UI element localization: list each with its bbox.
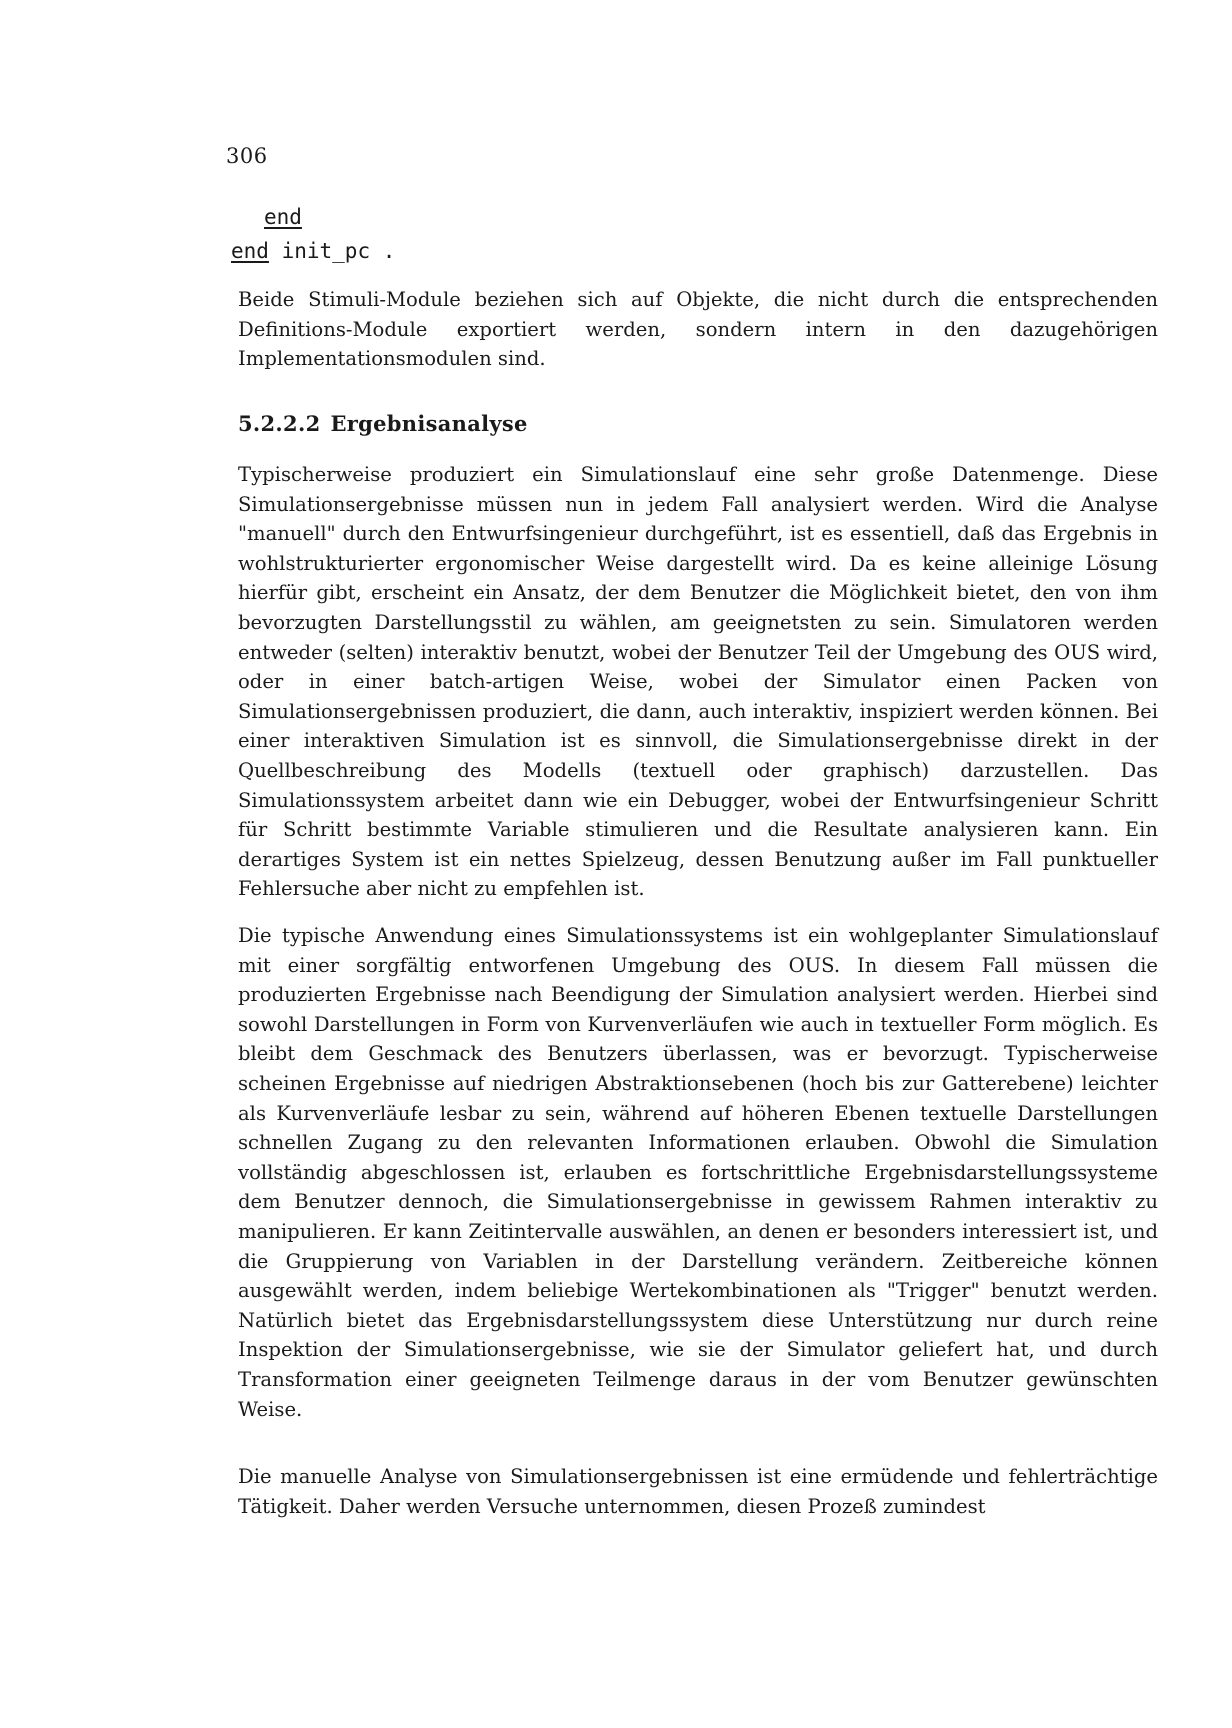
section-number: 5.2.2.2 bbox=[238, 411, 321, 436]
section-title: Ergebnisanalyse bbox=[330, 411, 528, 436]
paragraph-manual-analysis: Die manuelle Analyse von Simulationsergebnissen ist eine ermüdende und fehlerträchtige Tätigkeit. Daher werden Versuche unternommen, diesen Prozeß zumindest bbox=[238, 1465, 1158, 1518]
paragraph-typical-application: Die typische Anwendung eines Simulationssystems ist ein wohlgeplanter Simulationslauf mit einer sorgfältig entworfenen Umgebung des OUS. In diesem Fall müssen die produzierten Ergebnisse nach Beendigung der Simulation analysiert werden. Hierbei sind sowohl Darstellungen in Form von Kurvenverläufen wie auch in textueller Form möglich. Es bleibt dem Geschmack des Benutzers überlassen, was er bevorzugt. Typischerweise scheinen Ergebnisse auf niedrigen Abstraktionsebenen (hoch bis zur Gatterebene) leichter als Kurvenverläufe lesbar zu sein, während auf höheren Ebenen textuelle Darstellungen schnellen Zugang zu den relevanten Informationen erlauben. Obwohl die Simulation vollständig abgeschlossen ist, erlauben es fortschrittliche Ergebnisdarstellungssysteme dem Benutzer dennoch, die Simulationsergebnisse in gewissem Rahmen interaktiv zu manipulieren. Er kann Zeitintervalle auswählen, an denen er besonders interessiert ist, und die Gruppierung von Variablen in der Darstellung verändern. Zeitbereiche können ausgewählt werden, indem beliebige Wertekombinationen als "Trigger" benutzt werden. Natürlich bietet das Ergebnisdarstellungssystem diese Unterstützung nur durch reine Inspektion der Simulationsergebnisse, wie sie der Simulator geliefert hat, und durch Transformation einer geeigneten Teilmenge daraus in der vom Benutzer gewünschten Weise. bbox=[238, 924, 1158, 1421]
section-heading bbox=[238, 411, 528, 436]
paragraph-simulation-results: Typischerweise produziert ein Simulationslauf eine sehr große Datenmenge. Diese Simulationsergebnisse müssen nun in jedem Fall analysiert werden. Wird die Analyse "manuell" durch den Entwurfsingenieur durchgeführt, ist es essentiell, daß das Ergebnis in wohlstrukturierter ergonomischer Weise dargestellt wird. Da es keine alleinige Lösung hierfür gibt, erscheint ein Ansatz, der dem Benutzer die Möglichkeit bietet, den von ihm bevorzugten Darstellungsstil zu wählen, am geeignetsten zu sein. Simulatoren werden entweder (selten) interaktiv benutzt, wobei der Benutzer Teil der Umgebung des OUS wird, oder in einer batch-artigen Weise, wobei der Simulator einen Packen von Simulationsergebnissen produziert, die dann, auch interaktiv, inspiziert werden können. Bei einer interaktiven Simulation ist es sinnvoll, die Simulationsergebnisse direkt in der Quellbeschreibung des Modells (textuell oder graphisch) darzustellen. Das Simulationssystem arbeitet dann wie ein Debugger, wobei der Entwurfsingenieur Schritt für Schritt bestimmte Variable stimulieren und die Resultate analysieren kann. Ein derartiges System ist ein nettes Spielzeug, dessen Benutzung außer im Fall punktueller Fehlersuche aber nicht zu empfehlen ist. bbox=[238, 463, 1158, 901]
code-identifier: init_pc . bbox=[268, 239, 396, 263]
code-line-end bbox=[264, 204, 302, 230]
code-keyword-end: end bbox=[264, 205, 302, 229]
paragraph-stimuli-modules: Beide Stimuli-Module beziehen sich auf Objekte, die nicht durch die entsprechenden Definitions-Module exportiert werden, sondern intern in den dazugehörigen Implementationsmodulen sind. bbox=[238, 288, 1158, 371]
page-number: 306 bbox=[226, 144, 268, 168]
code-keyword-end: end bbox=[231, 239, 269, 263]
code-line-end-init-pc bbox=[231, 238, 395, 264]
